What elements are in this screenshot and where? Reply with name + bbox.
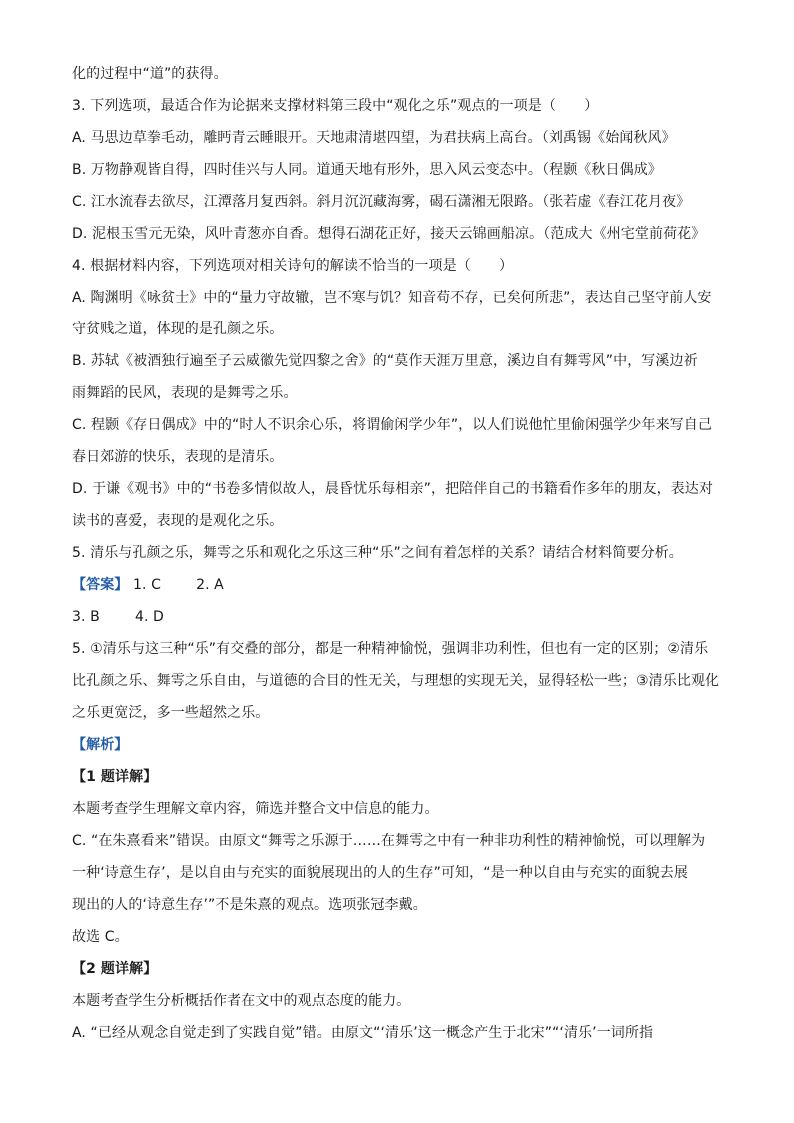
question-4: 4. 根据材料内容，下列选项对相关诗句的解读不恰当的一项是（ ） <box>72 258 514 274</box>
option-4d: D. 于谦《观书》中的“书卷多情似故人，晨昏忧乐每相亲”，把陪伴自己的书籍看作多年的朋友，表达对 <box>72 481 713 497</box>
answer-4: 4. D <box>134 609 164 625</box>
q1-detail-label: 【1 题详解】 <box>72 769 158 785</box>
q1-detail-text: 本题考查学生理解文章内容，筛选并整合文中信息的能力。 <box>72 801 439 817</box>
q2-detail-heading <box>72 959 724 979</box>
option-4b: B. 苏轼《被酒独行遍至子云威徽先觉四黎之舍》的“莫作天涯万里意，溪边自有舞雩风”中，写溪边祈 <box>72 353 698 369</box>
q1-detail-heading <box>72 767 724 787</box>
answer-3: 3. B <box>72 609 100 625</box>
q2-detail-text: 本题考查学生分析概括作者在文中的观点态度的能力。 <box>72 993 411 1009</box>
option-4c: C. 程颢《存日偶成》中的“时人不识余心乐，将谓偷闲学少年”，以人们说他忙里偷闲强学少年来写自己 <box>72 417 712 433</box>
option-3b: B. 万物静观皆自得，四时佳兴与人同。道通天地有形外，思入风云变态中。（程颢《秋日偶成》 <box>72 162 662 178</box>
q1-explanation: C. “在朱熹看来”错误。由原文“舞雩之乐源于……在舞雩之中有一种非功利性的精神愉悦，可以理解为 <box>72 833 706 849</box>
answer-label: 【答案】 <box>72 577 129 593</box>
answer-5: 5. ①清乐与这三种“乐”有交叠的部分，都是一种精神愉悦，强调非功利性，但也有一定的区别；②清乐 <box>72 641 709 657</box>
option-4a: A. 陶渊明《咏贫士》中的“量力守故辙，岂不寒与饥？知音苟不存，已矣何所悲”，表达自己坚守前人安 <box>72 290 712 306</box>
analysis-label: 【解析】 <box>72 737 129 753</box>
text-line: 化的过程中“道”的获得。 <box>72 66 228 82</box>
answer-5-cont-1: 比孔颜之乐、舞雩之乐自由，与道德的合目的性无关，与理想的实现无关，显得轻松一些；③清乐比观化 <box>72 673 720 689</box>
option-4b-cont: 雨舞蹈的民风，表现的是舞雩之乐。 <box>72 385 298 401</box>
answer-1: 1. C <box>132 577 161 593</box>
option-3c: C. 江水流春去欲尽，江潭落月复西斜。斜月沉沉藏海雾，碣石潇湘无限路。（张若虚《春江花月夜》 <box>72 194 691 210</box>
analysis-heading <box>72 735 724 755</box>
q1-conclusion: 故选 C。 <box>72 929 129 945</box>
q2-explanation: A. “已经从观念自觉走到了实践自觉”错。由原文“‘清乐’这一概念产生于北宋”“‘清乐’一词所指 <box>72 1025 654 1041</box>
q1-explanation-cont-1: 一种‘诗意生存’，是以自由与充实的面貌展现出的人的生存”可知，“是一种以自由与充实的面貌去展 <box>72 865 689 881</box>
answer-5-cont-2: 之乐更宽泛，多一些超然之乐。 <box>72 705 270 721</box>
question-3: 3. 下列选项，最适合作为论据来支撑材料第三段中“观化之乐”观点的一项是（ ） <box>72 98 599 114</box>
answer-line-1 <box>72 575 724 595</box>
option-3a: A. 马思边草拳毛动，雕眄青云睡眼开。天地肃清堪四望，为君扶病上高台。（刘禹锡《始闻秋风》 <box>72 130 676 146</box>
q1-explanation-cont-2: 现出的人的‘诗意生存’”不是朱熹的观点。选项张冠李戴。 <box>72 897 427 913</box>
option-4d-cont: 读书的喜爱，表现的是观化之乐。 <box>72 513 284 529</box>
option-4c-cont: 春日郊游的快乐，表现的是清乐。 <box>72 449 284 465</box>
option-3d: D. 泥根玉雪元无染，风叶青葱亦自香。想得石湖花正好，接天云锦画船凉。（范成大《州宅堂前荷花》 <box>72 226 706 242</box>
answer-2: 2. A <box>196 577 224 593</box>
question-5: 5. 清乐与孔颜之乐，舞雩之乐和观化之乐这三种“乐”之间有着怎样的关系？请结合材料简要分析。 <box>72 545 683 561</box>
option-4a-cont: 守贫贱之道，体现的是孔颜之乐。 <box>72 321 284 337</box>
answer-line-2 <box>72 607 724 627</box>
q2-detail-label: 【2 题详解】 <box>72 961 158 977</box>
